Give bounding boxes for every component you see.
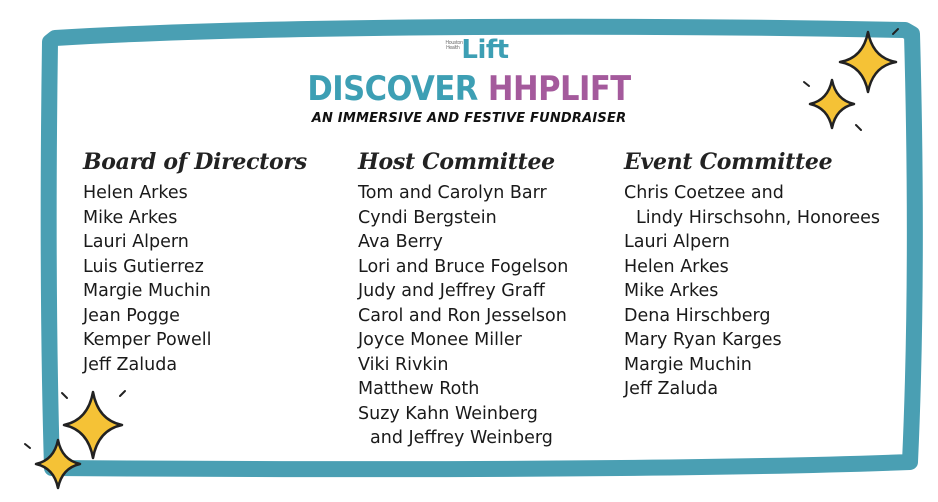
list-item: Suzy Kahn Weinberg	[358, 403, 538, 424]
event-committee-column	[624, 145, 880, 402]
list-item: Dena Hirschberg	[624, 305, 771, 326]
sparkle-icon-bottom-large	[64, 392, 122, 458]
logo-lift-text: Lift	[461, 35, 509, 65]
list-item: Chris Coetzee and	[624, 183, 784, 203]
list-item: Jeff Zaluda	[624, 379, 719, 399]
list-item: Cyndi Bergstein	[358, 207, 497, 228]
host-heading: Host Committee	[358, 149, 555, 175]
list-item: Lori and Bruce Fogelson	[358, 256, 569, 277]
list-item: Jeff Zaluda	[83, 354, 178, 375]
list-item: Lauri Alpern	[83, 232, 189, 252]
list-item: Helen Arkes	[624, 256, 729, 277]
list-item: Jean Pogge	[83, 305, 180, 326]
host-list	[358, 181, 568, 451]
logo-small-text: Houston Health	[445, 40, 463, 51]
logo-title-part1: DISCOVER	[307, 69, 488, 109]
event-heading: Event Committee	[624, 149, 833, 175]
board-list	[83, 181, 307, 377]
board-heading: Board of Directors	[83, 149, 307, 175]
logo-lift	[445, 35, 509, 65]
list-item: Mary Ryan Karges	[624, 330, 782, 350]
list-item: Viki Rivkin	[358, 354, 449, 375]
list-item: Judy and Jeffrey Graff	[358, 281, 545, 301]
list-item: Margie Muchin	[83, 281, 211, 301]
list-item: Margie Muchin	[624, 354, 752, 375]
list-item: Mike Arkes	[624, 281, 719, 301]
list-item: Lauri Alpern	[624, 232, 730, 252]
list-item: Tom and Carolyn Barr	[358, 183, 547, 203]
logo-title-part2: HHPLIFT	[487, 69, 631, 109]
board-of-directors-column	[83, 145, 307, 377]
list-item: Carol and Ron Jesselson	[358, 305, 567, 326]
event-list	[624, 181, 880, 402]
logo-lift-row	[0, 35, 938, 65]
list-item: Helen Arkes	[83, 183, 188, 203]
list-item: Luis Gutierrez	[83, 256, 204, 277]
sparkle-icon-bottom-small	[36, 440, 80, 488]
list-item: Matthew Roth	[358, 379, 480, 399]
host-committee-column	[358, 145, 568, 451]
list-item: Lindy Hirschsohn, Honorees	[636, 207, 881, 228]
list-item: Kemper Powell	[83, 330, 212, 350]
list-item: Mike Arkes	[83, 207, 178, 228]
logo-title	[0, 69, 938, 109]
logo-subtitle: AN IMMERSIVE AND FESTIVE FUNDRAISER	[311, 111, 627, 126]
list-item: Ava Berry	[358, 232, 443, 252]
list-item: Joyce Monee Miller	[358, 330, 522, 350]
list-item: and Jeffrey Weinberg	[370, 428, 553, 448]
